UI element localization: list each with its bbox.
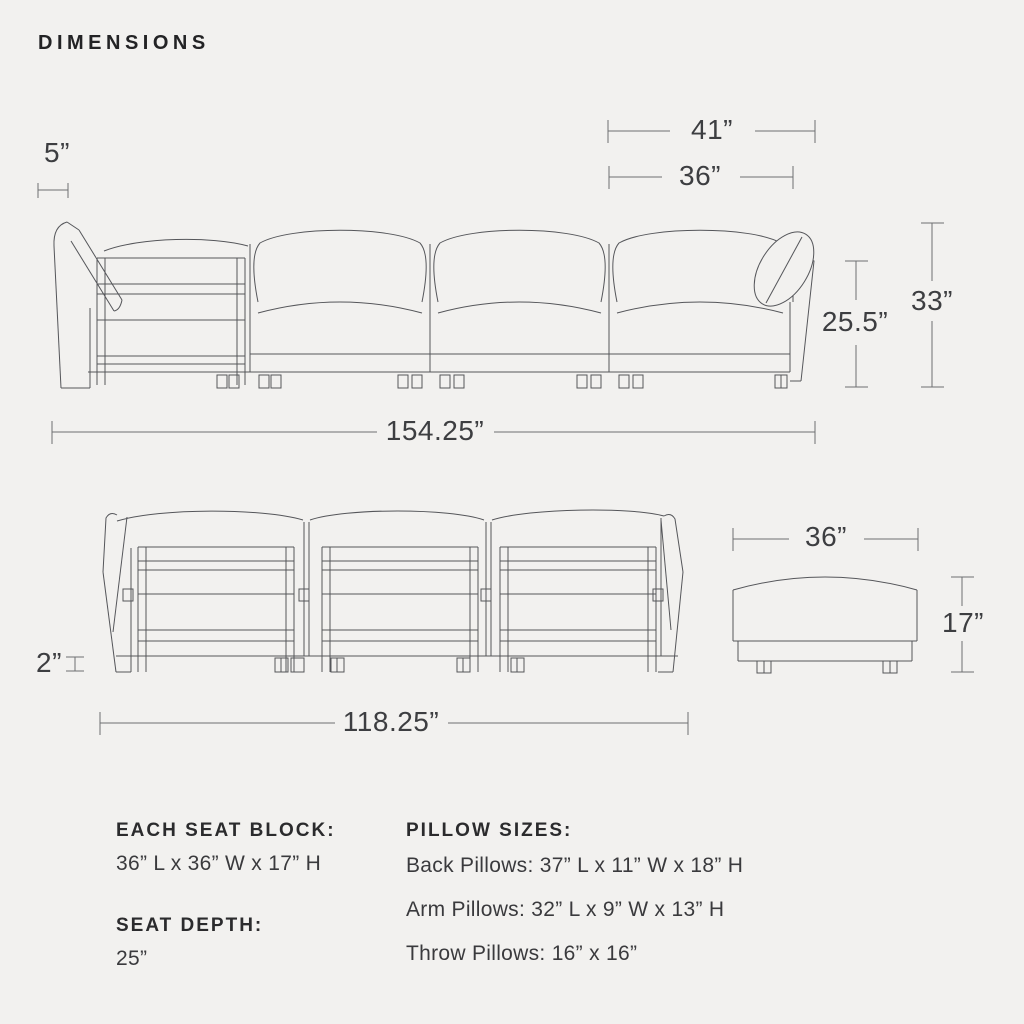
page-title: DIMENSIONS — [38, 32, 210, 54]
front-left-arm — [54, 222, 122, 388]
back-cushion-tops — [117, 510, 664, 521]
spec-heading-pillow-sizes: PILLOW SIZES: — [406, 820, 573, 841]
sectional-front-view — [54, 222, 826, 388]
spec-value-throw-pillows: Throw Pillows: 16” x 16” — [406, 942, 638, 965]
dim-label-arm-width: 5” — [44, 137, 70, 168]
spec-heading-seat-depth: SEAT DEPTH: — [116, 915, 264, 936]
dim-line-arm-width — [38, 183, 68, 198]
dim-line-leg-height — [66, 657, 84, 671]
dim-label-overall-height: 33” — [911, 285, 953, 316]
back-frame-middle — [322, 547, 478, 672]
dim-label-ottoman-height: 17” — [942, 607, 984, 638]
dimension-lines — [38, 120, 974, 735]
front-back-pillows — [254, 230, 788, 302]
back-frame-right — [500, 547, 656, 672]
back-left-arm — [103, 514, 133, 672]
front-corner-frame — [97, 258, 245, 385]
spec-heading-seat-block: EACH SEAT BLOCK: — [116, 820, 336, 841]
dim-label-seat-width: 36” — [679, 160, 721, 191]
spec-value-seat-depth: 25” — [116, 947, 148, 970]
dim-label-leg-height: 2” — [36, 647, 62, 678]
back-module-edges — [304, 518, 661, 656]
front-legs — [217, 375, 787, 388]
dim-label-seat-back-height: 25.5” — [821, 306, 889, 337]
back-base-and-feet — [116, 656, 678, 672]
back-frame-left — [138, 547, 294, 672]
back-right-arm — [658, 515, 683, 672]
spec-value-back-pillows: Back Pillows: 37” L x 11” W x 18” H — [406, 854, 744, 877]
dim-label-back-with-arm: 41” — [691, 114, 733, 145]
front-seat-seams — [258, 302, 783, 313]
front-corner-back-cushion — [104, 239, 248, 251]
spec-value-arm-pillows: Arm Pillows: 32” L x 9” W x 13” H — [406, 898, 725, 921]
dim-label-overall-width-back: 118.25” — [342, 706, 440, 737]
dim-label-ottoman-width: 36” — [805, 521, 847, 552]
sectional-back-view — [103, 510, 683, 672]
spec-value-seat-block: 36” L x 36” W x 17” H — [116, 852, 322, 875]
back-connectors — [299, 589, 663, 601]
ottoman-drawing — [733, 577, 917, 673]
dim-label-overall-width-front: 154.25” — [385, 415, 485, 446]
front-base-and-dividers — [88, 244, 790, 372]
